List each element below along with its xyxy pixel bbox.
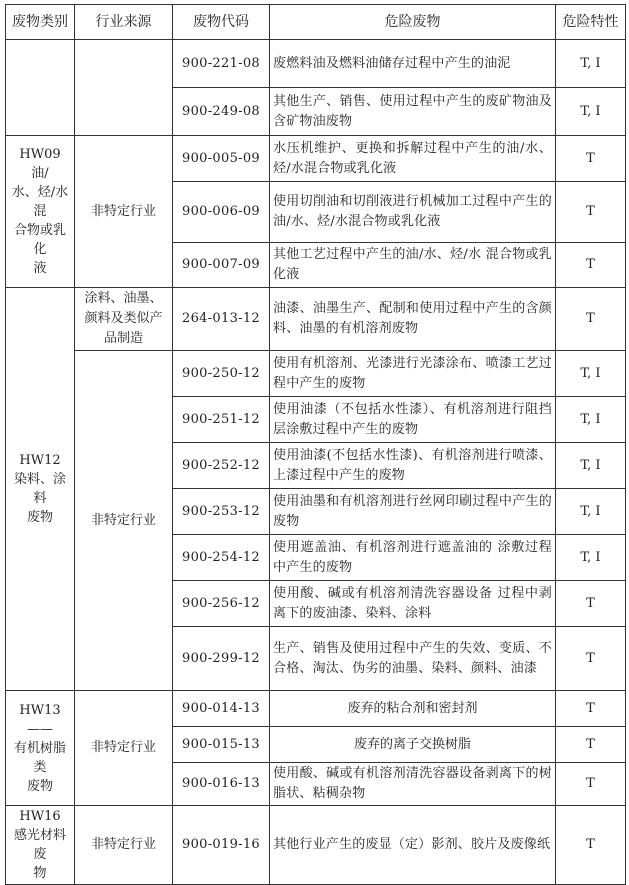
waste-description: 使用油漆(不包括水性漆)、有机溶剂进行喷漆、上漆过程中产生的废物 — [270, 443, 556, 489]
industry-hw12-coating: 涂料、油墨、 颜料及类似产 品制造 — [75, 288, 173, 351]
waste-description: 废燃料油及燃料油储存过程中产生的油泥 — [270, 40, 556, 88]
table-row — [6, 136, 626, 182]
waste-description: 油漆、油墨生产、配制和使用过程中产生的含颜料、油墨的有机溶剂废物 — [270, 288, 556, 351]
waste-code: 900-251-12 — [173, 397, 270, 443]
hazardous-waste-table — [5, 4, 626, 885]
hazard-property: T, I — [556, 397, 626, 443]
hazard-property: T, I — [556, 489, 626, 535]
header-waste: 危险废物 — [270, 5, 556, 40]
table-row — [6, 806, 626, 885]
hazard-property: T — [556, 763, 626, 806]
table-row — [6, 288, 626, 351]
category-hw16: HW16 感光材料废 物 — [6, 806, 75, 885]
header-industry: 行业来源 — [75, 5, 173, 40]
waste-description: 生产、销售及使用过程中产生的失效、变质、不合格、淘汰、伪劣的油墨、染料、颜料、油漆 — [270, 627, 556, 691]
waste-description: 其他生产、销售、使用过程中产生的废矿物油及含矿物油废物 — [270, 88, 556, 136]
hazard-property: T, I — [556, 443, 626, 489]
table-row — [6, 691, 626, 727]
waste-code: 900-016-13 — [173, 763, 270, 806]
hazard-property: T — [556, 581, 626, 627]
hazard-property: T — [556, 806, 626, 885]
waste-description: 使用酸、碱或有机溶剂清洗容器设备剥离下的树脂状、粘稠杂物 — [270, 763, 556, 806]
table-row — [6, 40, 626, 88]
waste-code: 900-014-13 — [173, 691, 270, 727]
header-hazard: 危险特性 — [556, 5, 626, 40]
waste-code: 900-005-09 — [173, 136, 270, 182]
waste-description: 使用有机溶剂、光漆进行光漆涂布、喷漆工艺过程中产生的废物 — [270, 351, 556, 397]
hazard-property: T — [556, 727, 626, 763]
industry-cell-empty — [75, 40, 173, 136]
waste-code: 264-013-12 — [173, 288, 270, 351]
header-category: 废物类别 — [6, 5, 75, 40]
waste-description: 使用切削油和切削液进行机械加工过程中产生的油/水、烃/水混合物或乳化液 — [270, 182, 556, 243]
category-hw09: HW09 油/ 水、烃/水混 合物或乳化 液 — [6, 136, 75, 288]
hazard-property: T — [556, 182, 626, 243]
header-row — [6, 5, 626, 40]
waste-description: 废弃的粘合剂和密封剂 — [270, 691, 556, 727]
waste-description: 使用酸、碱或有机溶剂清洗容器设备 过程中剥离下的废油漆、染料、涂料 — [270, 581, 556, 627]
waste-code: 900-253-12 — [173, 489, 270, 535]
hazard-property: T, I — [556, 88, 626, 136]
waste-code: 900-007-09 — [173, 243, 270, 288]
waste-code: 900-019-16 — [173, 806, 270, 885]
hazard-property: T, I — [556, 40, 626, 88]
waste-description: 使用遮盖油、有机溶剂进行遮盖油的 涂敷过程中产生的废物 — [270, 535, 556, 581]
waste-code: 900-252-12 — [173, 443, 270, 489]
hazard-property: T, I — [556, 535, 626, 581]
category-cell-empty — [6, 40, 75, 136]
waste-description: 废弃的离子交换树脂 — [270, 727, 556, 763]
industry-hw16: 非特定行业 — [75, 806, 173, 885]
waste-code: 900-249-08 — [173, 88, 270, 136]
waste-code: 900-256-12 — [173, 581, 270, 627]
industry-hw13: 非特定行业 — [75, 691, 173, 806]
hazard-property: T — [556, 691, 626, 727]
waste-description: 使用油漆（不包括水性漆）、有机溶剂进行阻挡层涂敷过程中产生的废物 — [270, 397, 556, 443]
hazard-property: T — [556, 136, 626, 182]
industry-hw09: 非特定行业 — [75, 136, 173, 288]
waste-code: 900-299-12 — [173, 627, 270, 691]
industry-hw12: 非特定行业 — [75, 351, 173, 691]
waste-description: 其他工艺过程中产生的油/水、烃/水 混合物或乳化液 — [270, 243, 556, 288]
waste-description: 使用油墨和有机溶剂进行丝网印刷过程中产生的废物 — [270, 489, 556, 535]
hazard-property: T — [556, 243, 626, 288]
waste-description: 其他行业产生的废显（定）影剂、胶片及废像纸 — [270, 806, 556, 885]
table-row — [6, 351, 626, 397]
waste-code: 900-221-08 — [173, 40, 270, 88]
waste-code: 900-250-12 — [173, 351, 270, 397]
waste-code: 900-015-13 — [173, 727, 270, 763]
hazard-property: T, I — [556, 351, 626, 397]
waste-code: 900-006-09 — [173, 182, 270, 243]
hazard-property: T — [556, 627, 626, 691]
category-hw13: HW13—— 有机树脂类 废物 — [6, 691, 75, 806]
waste-code: 900-254-12 — [173, 535, 270, 581]
category-hw12: HW12 染料、涂料 废物 — [6, 288, 75, 691]
hazard-property: T — [556, 288, 626, 351]
waste-description: 水压机维护、更换和拆解过程中产生的油/水、烃/水混合物或乳化液 — [270, 136, 556, 182]
header-code: 废物代码 — [173, 5, 270, 40]
